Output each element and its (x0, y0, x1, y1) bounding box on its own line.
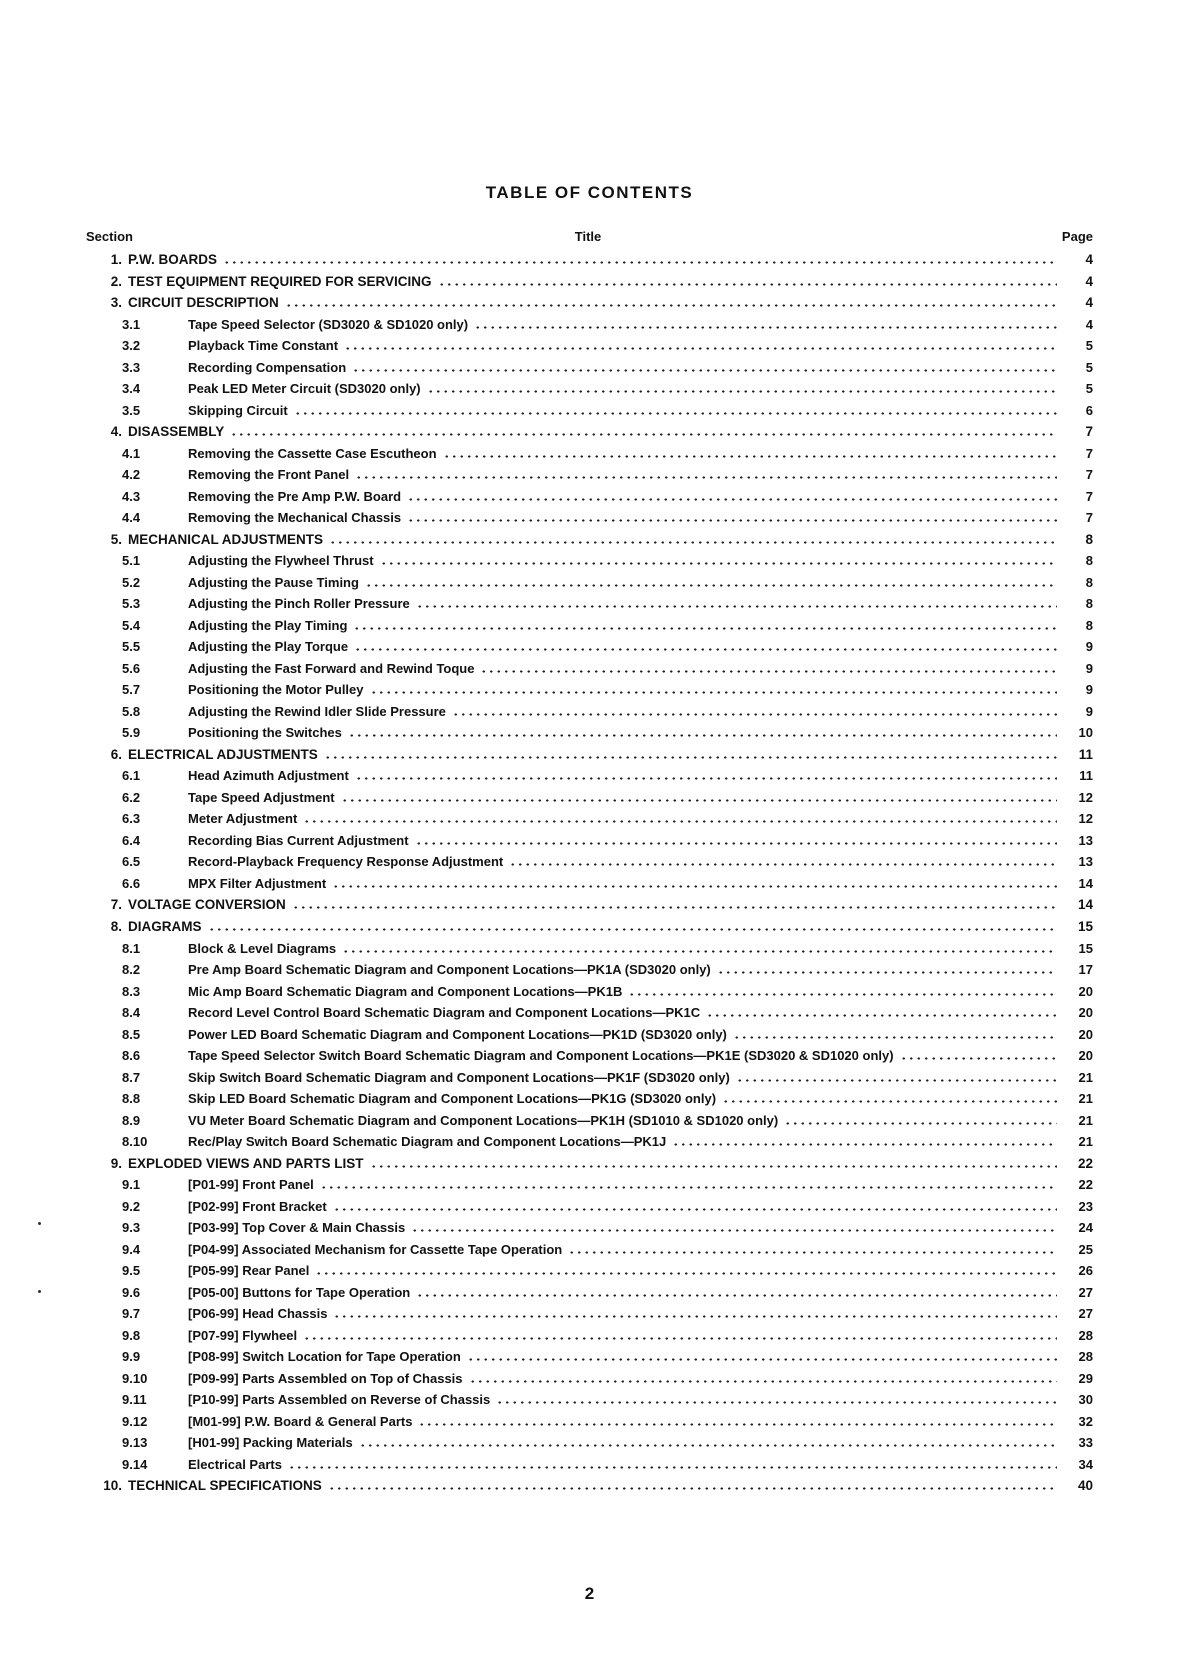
toc-entry-page: 7 (1085, 510, 1093, 526)
toc-entry-title: Skip Switch Board Schematic Diagram and Component Locations—PK1F (SD3020 only) (188, 1069, 730, 1085)
dot-leader (418, 1412, 1057, 1426)
toc-entry-page: 4 (1085, 252, 1093, 267)
toc-entry-page: 22 (1077, 1155, 1093, 1171)
toc-entry-title: Tape Speed Selector Switch Board Schematic Diagram and Component Locations—PK1E (SD3020 & SD1020 only) (188, 1048, 894, 1064)
dot-leader (722, 1089, 1057, 1103)
header-page: Page (1061, 229, 1093, 244)
toc-entry-number: 3.4 (122, 381, 141, 397)
toc-entry-title: Record-Playback Frequency Response Adjustment (188, 854, 504, 870)
toc-entry-number: 9.11 (122, 1392, 147, 1408)
dot-leader (332, 874, 1057, 888)
toc-entry-number: 6.5 (122, 854, 141, 870)
dot-leader (467, 1347, 1057, 1361)
toc-entry-page: 25 (1078, 1241, 1093, 1257)
toc-entry-page: 10 (1078, 725, 1093, 741)
dot-leader (452, 702, 1057, 716)
toc-entry-title: [P05-00] Buttons for Tape Operation (188, 1284, 411, 1300)
dot-leader (474, 315, 1057, 329)
toc-entry-number: 8.1 (122, 940, 141, 956)
toc-entry-number: 8.8 (122, 1091, 141, 1107)
toc-subsection-row (86, 573, 1093, 595)
toc-subsection-row (86, 1068, 1093, 1090)
toc-entry-number: 6.4 (122, 832, 141, 848)
toc-entry-number: 9.8 (122, 1327, 141, 1343)
dot-leader (288, 1455, 1057, 1469)
toc-entry-page: 8 (1085, 553, 1093, 569)
toc-entry-page: 30 (1078, 1392, 1093, 1408)
toc-section-row (86, 293, 1093, 315)
toc-entry-page: 9 (1085, 703, 1093, 719)
toc-subsection-row (86, 637, 1093, 659)
toc-subsection-row (86, 1455, 1093, 1477)
toc-entry-page: 4 (1085, 273, 1093, 289)
dot-leader (568, 1240, 1057, 1254)
toc-entry-page: 23 (1078, 1198, 1093, 1214)
header-title: Title (574, 229, 602, 244)
toc-entry-title: TECHNICAL SPECIFICATIONS (128, 1478, 322, 1494)
toc-entry-page: 8 (1085, 596, 1093, 612)
dot-leader (672, 1132, 1057, 1146)
toc-subsection-row (86, 616, 1093, 638)
toc-subsection-row (86, 1089, 1093, 1111)
toc-entry-number: 3.3 (122, 359, 141, 375)
toc-entry-page: 21 (1078, 1112, 1093, 1128)
toc-entry-page: 8 (1085, 531, 1093, 547)
toc-subsection-row (86, 702, 1093, 724)
dot-leader (208, 917, 1058, 931)
document-title: TABLE OF CONTENTS (485, 183, 694, 202)
toc-entry-number: 5.8 (122, 703, 141, 719)
toc-entry-number: 5.3 (122, 596, 141, 612)
toc-entry-title: Playback Time Constant (188, 338, 339, 354)
toc-entry-page: 7 (1085, 467, 1093, 483)
dot-leader (900, 1046, 1057, 1060)
toc-subsection-row (86, 1132, 1093, 1154)
toc-subsection-row (86, 508, 1093, 530)
toc-subsection-row (86, 358, 1093, 380)
toc-entry-page: 21 (1078, 1091, 1093, 1107)
toc-entry-page: 20 (1078, 983, 1093, 999)
dot-leader (365, 573, 1057, 587)
toc-entry-page: 17 (1078, 962, 1093, 978)
toc-entry-number: 6.2 (122, 789, 141, 805)
dot-leader (480, 659, 1057, 673)
toc-subsection-row (86, 594, 1093, 616)
toc-entry-title: Head Azimuth Adjustment (188, 768, 349, 784)
toc-entry-page: 33 (1078, 1435, 1093, 1451)
dot-leader (355, 766, 1057, 780)
toc-section-row (86, 272, 1093, 294)
toc-subsection-row (86, 982, 1093, 1004)
toc-entry-number: 3. (110, 295, 122, 311)
toc-entry-number: 6. (110, 746, 122, 762)
toc-subsection-row (86, 1283, 1093, 1305)
toc-entry-number: 6.1 (122, 768, 141, 784)
toc-entry-number: 10. (103, 1478, 122, 1494)
toc-entry-number: 8.7 (122, 1069, 141, 1085)
toc-entry-title: Tape Speed Adjustment (188, 789, 335, 805)
toc-entry-number: 9.5 (122, 1263, 141, 1279)
toc-subsection-row (86, 1412, 1093, 1434)
toc-entry-page: 4 (1085, 316, 1093, 332)
toc-subsection-row (86, 1369, 1093, 1391)
toc-entry-number: 9.13 (122, 1435, 148, 1451)
toc-entry-number: 8.9 (122, 1112, 141, 1128)
toc-entry-page: 29 (1078, 1370, 1093, 1386)
dot-leader (443, 444, 1057, 458)
toc-entry-title: VOLTAGE CONVERSION (128, 897, 286, 913)
toc-entry-title: Tape Speed Selector (SD3020 & SD1020 only) (188, 316, 469, 332)
toc-entry-title: [P09-99] Parts Assembled on Top of Chassis (188, 1370, 463, 1386)
dot-leader (706, 1003, 1057, 1017)
toc-entry-number: 8.2 (122, 962, 141, 978)
toc-entry-page: 11 (1078, 746, 1093, 762)
dot-leader (352, 358, 1057, 372)
toc-entry-title: [P07-99] Flywheel (188, 1327, 298, 1343)
toc-entry-title: Removing the Front Panel (188, 467, 350, 483)
toc-subsection-row (86, 1003, 1093, 1025)
toc-entry-title: Adjusting the Pause Timing (188, 574, 359, 590)
toc-section-row (86, 530, 1093, 552)
toc-entry-number: 7. (110, 897, 122, 913)
toc-subsection-row (86, 809, 1093, 831)
toc-section-row (86, 250, 1093, 272)
dot-leader (784, 1111, 1057, 1125)
toc-entry-page: 5 (1085, 359, 1093, 375)
toc-entry-title: [M01-99] P.W. Board & General Parts (188, 1413, 413, 1429)
toc-entry-number: 5.6 (122, 660, 141, 676)
toc-entry-number: 8.5 (122, 1026, 141, 1042)
toc-entry-number: 8. (110, 918, 122, 934)
toc-entry-title: Positioning the Motor Pulley (188, 682, 364, 698)
toc-entry-number: 9.2 (122, 1198, 141, 1214)
toc-entry-number: 3.2 (122, 338, 141, 354)
toc-entry-number: 2. (110, 273, 122, 289)
toc-entry-page: 28 (1078, 1327, 1093, 1343)
toc-subsection-row (86, 487, 1093, 509)
toc-entry-page: 7 (1085, 488, 1093, 504)
toc-entry-title: MPX Filter Adjustment (188, 875, 327, 891)
toc-entry-title: [P02-99] Front Bracket (188, 1198, 327, 1214)
toc-entry-title: Skipping Circuit (188, 402, 288, 418)
dot-leader (292, 895, 1057, 909)
toc-entry-page: 21 (1078, 1134, 1093, 1150)
toc-entry-number: 5.4 (122, 617, 141, 633)
toc-subsection-row (86, 1218, 1093, 1240)
toc-entry-title: Mic Amp Board Schematic Diagram and Component Locations—PK1B (188, 983, 623, 999)
toc-subsection-row (86, 379, 1093, 401)
dot-leader (427, 379, 1057, 393)
dot-leader (303, 809, 1057, 823)
toc-entry-number: 9.10 (122, 1370, 148, 1386)
toc-entry-page: 11 (1079, 768, 1093, 784)
dot-leader (407, 508, 1057, 522)
toc-entry-title: Positioning the Switches (188, 725, 342, 741)
toc-entry-number: 6.3 (122, 811, 141, 827)
toc-entry-page: 20 (1078, 1026, 1093, 1042)
toc-entry-title: [P06-99] Head Chassis (188, 1306, 328, 1322)
toc-entry-title: P.W. BOARDS (128, 252, 218, 267)
dot-leader (438, 272, 1057, 286)
toc-entry-number: 9.6 (122, 1284, 141, 1300)
toc-entry-number: 5.9 (122, 725, 141, 741)
toc-subsection-row (86, 659, 1093, 681)
toc-entry-title: [P05-99] Rear Panel (188, 1263, 310, 1279)
toc-entry-number: 4.3 (122, 488, 141, 504)
dot-leader (370, 680, 1058, 694)
toc-entry-title: Adjusting the Fast Forward and Rewind Toque (188, 660, 475, 676)
dot-leader (628, 982, 1057, 996)
toc-subsection-row (86, 1326, 1093, 1348)
toc-subsection-row (86, 551, 1093, 573)
toc-entry-page: 6 (1085, 402, 1093, 418)
toc-entry-page: 40 (1077, 1478, 1093, 1494)
toc-entry-page: 8 (1085, 574, 1093, 590)
toc-entry-number: 8.4 (122, 1005, 141, 1021)
toc-section-row (86, 1154, 1093, 1176)
toc-subsection-row (86, 939, 1093, 961)
toc-entry-title: [P08-99] Switch Location for Tape Operation (188, 1349, 461, 1365)
toc-entry-page: 20 (1078, 1048, 1093, 1064)
toc-entry-number: 9.3 (122, 1220, 141, 1236)
toc-entry-title: Recording Compensation (188, 359, 347, 375)
toc-entry-page: 7 (1085, 445, 1093, 461)
toc-entry-page: 7 (1085, 424, 1093, 440)
toc-entry-number: 9.9 (122, 1349, 141, 1365)
dot-leader (496, 1390, 1057, 1404)
toc-subsection-row (86, 1111, 1093, 1133)
toc-subsection-row (86, 1347, 1093, 1369)
toc-entry-page: 13 (1078, 854, 1093, 870)
toc-entry-title: Removing the Cassette Case Escutheon (188, 445, 437, 461)
dot-leader (407, 487, 1057, 501)
toc-entry-title: Electrical Parts (188, 1456, 282, 1472)
toc-entry-title: CIRCUIT DESCRIPTION (128, 295, 279, 311)
dot-leader (733, 1025, 1057, 1039)
toc-subsection-row (86, 766, 1093, 788)
toc-entry-number: 8.6 (122, 1048, 141, 1064)
toc-subsection-row (86, 315, 1093, 337)
toc-entry-number: 4. (110, 424, 122, 440)
toc-subsection-row (86, 680, 1093, 702)
toc-subsection-row (86, 1390, 1093, 1412)
toc-subsection-row (86, 788, 1093, 810)
dot-leader (355, 465, 1057, 479)
page-number: 2 (584, 1584, 595, 1603)
toc-entry-page: 14 (1077, 897, 1093, 913)
toc-subsection-row (86, 1046, 1093, 1068)
dot-leader (411, 1218, 1057, 1232)
toc-entry-number: 5.5 (122, 639, 141, 655)
toc-subsection-row (86, 465, 1093, 487)
dot-leader (348, 723, 1057, 737)
toc-entry-title: Adjusting the Play Torque (188, 639, 349, 655)
toc-entry-title: Removing the Pre Amp P.W. Board (188, 488, 402, 504)
toc-entry-page: 9 (1085, 660, 1093, 676)
dot-leader (415, 831, 1057, 845)
toc-subsection-row (86, 960, 1093, 982)
toc-entry-number: 1. (110, 252, 122, 267)
dot-leader (223, 250, 1057, 264)
toc-entry-title: Peak LED Meter Circuit (SD3020 only) (188, 381, 421, 397)
dot-leader (469, 1369, 1057, 1383)
toc-subsection-row (86, 852, 1093, 874)
toc-entry-number: 9.4 (122, 1241, 141, 1257)
toc-entry-page: 5 (1085, 381, 1093, 397)
toc-entry-page: 4 (1085, 295, 1093, 311)
toc-entry-number: 5.2 (122, 574, 141, 590)
toc-entry-title: [H01-99] Packing Materials (188, 1435, 353, 1451)
dot-leader (354, 637, 1057, 651)
toc-entry-number: 3.1 (122, 316, 141, 332)
dot-leader (736, 1068, 1057, 1082)
dot-leader (370, 1154, 1057, 1168)
dot-leader (320, 1175, 1057, 1189)
toc-section-row (86, 917, 1093, 939)
toc-entry-title: Adjusting the Flywheel Thrust (188, 553, 374, 569)
toc-section-row (86, 745, 1093, 767)
dot-leader (333, 1197, 1057, 1211)
toc-entry-number: 5.7 (122, 682, 141, 698)
dot-leader (359, 1433, 1057, 1447)
toc-entry-page: 9 (1085, 682, 1093, 698)
toc-subsection-row (86, 831, 1093, 853)
dot-leader (328, 1476, 1057, 1490)
toc-entry-title: DIAGRAMS (128, 918, 202, 934)
toc-entry-number: 8.3 (122, 983, 141, 999)
toc-entry-title: [P04-99] Associated Mechanism for Cassette Tape Operation (188, 1241, 563, 1257)
dot-leader (717, 960, 1057, 974)
toc-entry-number: 9.7 (122, 1306, 141, 1322)
dot-leader (324, 745, 1057, 759)
toc-subsection-row (86, 1197, 1093, 1219)
toc-entry-number: 9.1 (122, 1177, 141, 1193)
toc-entry-page: 34 (1078, 1456, 1093, 1472)
dot-leader (303, 1326, 1057, 1340)
toc-entry-page: 13 (1078, 832, 1093, 848)
toc-entry-number: 9.14 (122, 1456, 148, 1472)
toc-subsection-row (86, 1261, 1093, 1283)
toc-entry-title: VU Meter Board Schematic Diagram and Component Locations—PK1H (SD1010 & SD1020 only) (188, 1112, 779, 1128)
toc-entry-page: 22 (1078, 1177, 1093, 1193)
toc-subsection-row (86, 1240, 1093, 1262)
toc-entry-title: Skip LED Board Schematic Diagram and Component Locations—PK1G (SD3020 only) (188, 1091, 717, 1107)
toc-entry-number: 4.4 (122, 510, 141, 526)
toc-entry-page: 12 (1078, 789, 1093, 805)
toc-subsection-row (86, 1175, 1093, 1197)
toc-entry-title: Recording Bias Current Adjustment (188, 832, 409, 848)
toc-list (86, 250, 1093, 1498)
toc-entry-title: Adjusting the Pinch Roller Pressure (188, 596, 410, 612)
toc-subsection-row (86, 444, 1093, 466)
toc-entry-number: 3.5 (122, 402, 141, 418)
toc-entry-title: [P03-99] Top Cover & Main Chassis (188, 1220, 406, 1236)
toc-entry-title: Meter Adjustment (188, 811, 298, 827)
toc-entry-page: 15 (1077, 918, 1093, 934)
toc-entry-title: DISASSEMBLY (128, 424, 225, 440)
dot-leader (342, 939, 1057, 953)
dot-leader (329, 530, 1057, 544)
toc-entry-number: 5. (110, 531, 122, 547)
dot-leader (344, 336, 1057, 350)
toc-entry-title: [P10-99] Parts Assembled on Reverse of Chassis (188, 1392, 491, 1408)
toc-entry-number: 4.1 (122, 445, 141, 461)
dot-leader (509, 852, 1057, 866)
toc-entry-page: 20 (1078, 1005, 1093, 1021)
toc-section-row (86, 1476, 1093, 1498)
dot-leader (333, 1304, 1057, 1318)
header-section: Section (86, 229, 133, 244)
toc-entry-title: EXPLODED VIEWS AND PARTS LIST (128, 1155, 364, 1171)
toc-entry-title: Adjusting the Play Timing (188, 617, 348, 633)
scan-speck (38, 1222, 41, 1225)
toc-entry-page: 24 (1078, 1220, 1093, 1236)
toc-entry-number: 4.2 (122, 467, 141, 483)
toc-subsection-row (86, 401, 1093, 423)
toc-entry-title: MECHANICAL ADJUSTMENTS (128, 531, 324, 547)
toc-subsection-row (86, 1025, 1093, 1047)
toc-entry-title: Removing the Mechanical Chassis (188, 510, 402, 526)
toc-entry-page: 27 (1078, 1306, 1093, 1322)
dot-leader (230, 422, 1057, 436)
dot-leader (416, 594, 1057, 608)
toc-entry-title: TEST EQUIPMENT REQUIRED FOR SERVICING (128, 273, 432, 289)
toc-entry-title: [P01-99] Front Panel (188, 1177, 314, 1193)
dot-leader (416, 1283, 1057, 1297)
toc-subsection-row (86, 1433, 1093, 1455)
toc-entry-page: 9 (1085, 639, 1093, 655)
toc-entry-page: 28 (1078, 1349, 1093, 1365)
toc-entry-number: 9.12 (122, 1413, 148, 1429)
toc-entry-page: 26 (1078, 1263, 1093, 1279)
toc-entry-number: 6.6 (122, 875, 141, 891)
dot-leader (380, 551, 1057, 565)
toc-entry-number: 5.1 (122, 553, 141, 569)
toc-entry-page: 8 (1085, 617, 1093, 633)
toc-subsection-row (86, 874, 1093, 896)
toc-entry-title: ELECTRICAL ADJUSTMENTS (128, 746, 318, 762)
toc-subsection-row (86, 336, 1093, 358)
toc-section-row (86, 422, 1093, 444)
dot-leader (285, 293, 1057, 307)
toc-entry-title: Block & Level Diagrams (188, 940, 337, 956)
toc-entry-page: 32 (1078, 1413, 1093, 1429)
toc-entry-title: Rec/Play Switch Board Schematic Diagram and Component Locations—PK1J (188, 1134, 667, 1150)
toc-section-row (86, 895, 1093, 917)
toc-entry-title: Power LED Board Schematic Diagram and Component Locations—PK1D (SD3020 only) (188, 1026, 727, 1042)
dot-leader (353, 616, 1057, 630)
toc-entry-page: 14 (1078, 875, 1093, 891)
toc-entry-page: 12 (1078, 811, 1093, 827)
toc-entry-page: 15 (1078, 940, 1093, 956)
toc-subsection-row (86, 1304, 1093, 1326)
toc-subsection-row (86, 723, 1093, 745)
toc-entry-number: 9. (110, 1155, 122, 1171)
toc-entry-page: 5 (1085, 338, 1093, 354)
toc-entry-page: 21 (1078, 1069, 1093, 1085)
dot-leader (294, 401, 1057, 415)
scan-speck (38, 1290, 41, 1293)
toc-entry-title: Pre Amp Board Schematic Diagram and Component Locations—PK1A (SD3020 only) (188, 962, 711, 978)
toc-entry-title: Record Level Control Board Schematic Diagram and Component Locations—PK1C (188, 1005, 701, 1021)
dot-leader (341, 788, 1057, 802)
column-headers (86, 229, 1093, 247)
dot-leader (315, 1261, 1057, 1275)
toc-entry-number: 8.10 (122, 1134, 148, 1150)
toc-entry-title: Adjusting the Rewind Idler Slide Pressure (188, 703, 446, 719)
toc-entry-page: 27 (1078, 1284, 1093, 1300)
